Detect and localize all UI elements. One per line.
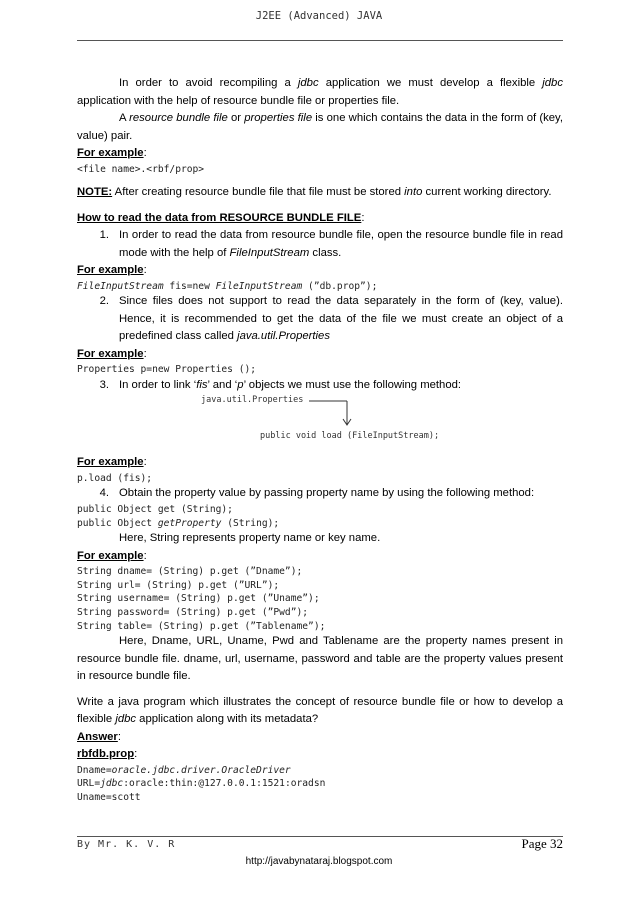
example-label: For example: — [77, 147, 147, 159]
step-4: 4. Obtain the property value by passing property name by using the following method: — [99, 487, 535, 500]
diagram-class-label: java.util.Properties — [201, 395, 304, 406]
step-3: 3. In order to link ‘fis’ and ‘p’ objects we must use the following method: — [99, 378, 462, 391]
code-get-line: public Object get (String); — [77, 503, 233, 515]
page-number: Page 32 — [521, 836, 563, 851]
code-line: String username= (String) p.get (”Uname”); — [77, 593, 320, 605]
code-dname: Dname=oracle.jdbc.driver.OracleDriver — [77, 764, 291, 776]
header-rule — [77, 40, 563, 41]
answer-label: Answer: — [77, 730, 121, 743]
code-uname: Uname=scott — [77, 791, 141, 803]
example-label: For example: — [77, 264, 147, 277]
code-properties: Properties p=new Properties (); — [77, 364, 257, 376]
note-paragraph: NOTE: After creating resource bundle file that file must be stored into current working directory. — [77, 186, 552, 199]
footer-rule — [77, 836, 563, 837]
intro-paragraph-1: In order to avoid recompiling a jdbc application we must develop a flexible jdbc application with the help of resource bundle file or properties file. — [77, 77, 563, 107]
step-1: 1. In order to read the data from resource bundle file, open the resource bundle file in read mode with the help of FileInputStream class. — [99, 229, 563, 259]
running-header: J2EE (Advanced) JAVA — [255, 10, 383, 22]
example-label: For example: — [77, 549, 147, 562]
method-diagram — [77, 394, 563, 446]
code-line: String password= (String) p.get (”Pwd”); — [77, 606, 309, 618]
example-label: For example: — [77, 456, 147, 469]
diagram-method-label: public void load (FileInputStream); — [260, 431, 440, 442]
step-2: 2. Since files does not support to read the data separately in the form of (key, value). Hence, it is recommended to get the data of the file we must create an object of a predefined class called java.util.Properties — [99, 295, 563, 343]
code-line: String url= (String) p.get (”URL”); — [77, 579, 280, 591]
intro-paragraph-2: A resource bundle file or properties file is one which contains the data in the form of (key, value) pair. — [77, 112, 563, 142]
code-line: String table= (String) p.get (”Tablename”); — [77, 620, 326, 632]
rbfdb-label: rbfdb.prop: — [77, 748, 138, 761]
footer-author: By Mr. K. V. R — [77, 839, 176, 850]
footer-url[interactable]: http://javabynataraj.blogspot.com — [245, 856, 393, 867]
code-url: URL=jdbc:oracle:thin:@127.0.0.1:1521:oradsn — [77, 778, 326, 790]
code-getproperty-line: public Object getProperty (String); — [77, 517, 280, 529]
names-note: Here, Dname, URL, Uname, Pwd and Tablename are the property names present in resource bundle file. dname, url, username, password and table are the property values present in resource bundle file. — [77, 635, 563, 683]
question-paragraph: Write a java program which illustrates the concept of resource bundle file or how to develop a flexible jdbc application along with its metadata? — [77, 695, 563, 726]
string-note: Here, String represents property name or key name. — [119, 532, 381, 545]
example-label: For example: — [77, 347, 147, 360]
code-file-name: <file name>.<rbf/prop> — [77, 163, 205, 175]
code-load: p.load (fis); — [77, 472, 153, 484]
code-line: String dname= (String) p.get (”Dname”); — [77, 566, 303, 578]
code-fileinputstream: FileInputStream fis=new FileInputStream (”db.prop”); — [77, 280, 378, 292]
page-body — [77, 75, 563, 805]
howto-heading: How to read the data from RESOURCE BUNDLE FILE: — [77, 211, 365, 224]
